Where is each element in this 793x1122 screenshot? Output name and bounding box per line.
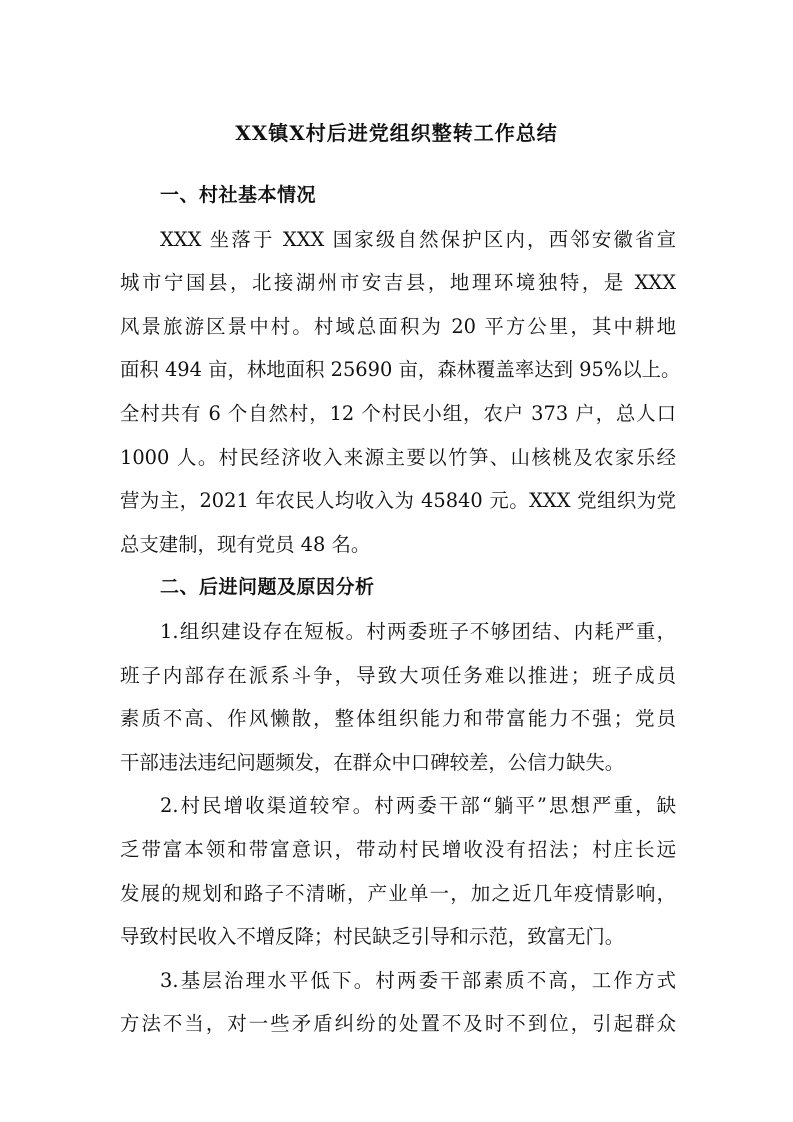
section-heading-basic-info: 一、村社基本情况 bbox=[160, 184, 317, 206]
text-line: 导致村民收入不增反降；村民缺乏引导和示范，致富无门。 bbox=[120, 925, 625, 949]
text-line: 班子内部存在派系斗争，导致大项任务难以推进；班子成员 bbox=[120, 663, 676, 687]
text-line: 全村共有 6 个自然村，12 个村民小组，农户 373 户，总人口 bbox=[120, 401, 676, 425]
text-line: 总支建制，现有党员 48 名。 bbox=[120, 532, 371, 556]
text-line: 风景旅游区景中村。村域总面积为 20 平方公里，其中耕地 bbox=[120, 314, 676, 338]
document-body bbox=[120, 174, 681, 1046]
text-line: 乏带富本领和带富意识，带动村民增收没有招法；村庄长远 bbox=[120, 837, 676, 861]
text-line: 1000 人。村民经济收入来源主要以竹笋、山核桃及农家乐经 bbox=[120, 445, 676, 469]
section-heading-problems: 二、后进问题及原因分析 bbox=[160, 576, 375, 599]
text-line: 营为主，2021 年农民人均收入为 45840 元。XXX 党组织为党 bbox=[120, 489, 676, 513]
paragraph-governance bbox=[120, 959, 676, 1046]
text-line: 1.组织建设存在短板。村两委班子不够团结、内耗严重， bbox=[160, 619, 676, 643]
paragraph-organization bbox=[120, 610, 676, 784]
paragraph-basic-info bbox=[120, 218, 681, 567]
text-line: 干部违法违纪问题频发，在群众中口碑较差，公信力缺失。 bbox=[120, 750, 625, 774]
text-line: XXX 坐落于 XXX 国家级自然保护区内，西邻安徽省宣 bbox=[160, 227, 676, 251]
text-line: 3.基层治理水平低下。村两委干部素质不高，工作方式 bbox=[160, 968, 676, 992]
text-line: 2.村民增收渠道较窄。村两委干部“躺平”思想严重，缺 bbox=[160, 794, 676, 818]
text-line: 面积 494 亩，林地面积 25690 亩，森林覆盖率达到 95%以上。 bbox=[120, 358, 681, 382]
text-line: 方法不当，对一些矛盾纠纷的处置不及时不到位，引起群众 bbox=[120, 1012, 676, 1036]
document-title: XX镇X村后进党组织整转工作总结 bbox=[235, 121, 558, 145]
paragraph-income bbox=[120, 784, 676, 958]
text-line: 素质不高、作风懒散，整体组织能力和带富能力不强；党员 bbox=[120, 707, 676, 731]
text-line: 城市宁国县，北接湖州市安吉县，地理环境独特，是 XXX bbox=[120, 271, 676, 295]
text-line: 发展的规划和路子不清晰，产业单一，加之近几年疫情影响， bbox=[120, 881, 676, 905]
